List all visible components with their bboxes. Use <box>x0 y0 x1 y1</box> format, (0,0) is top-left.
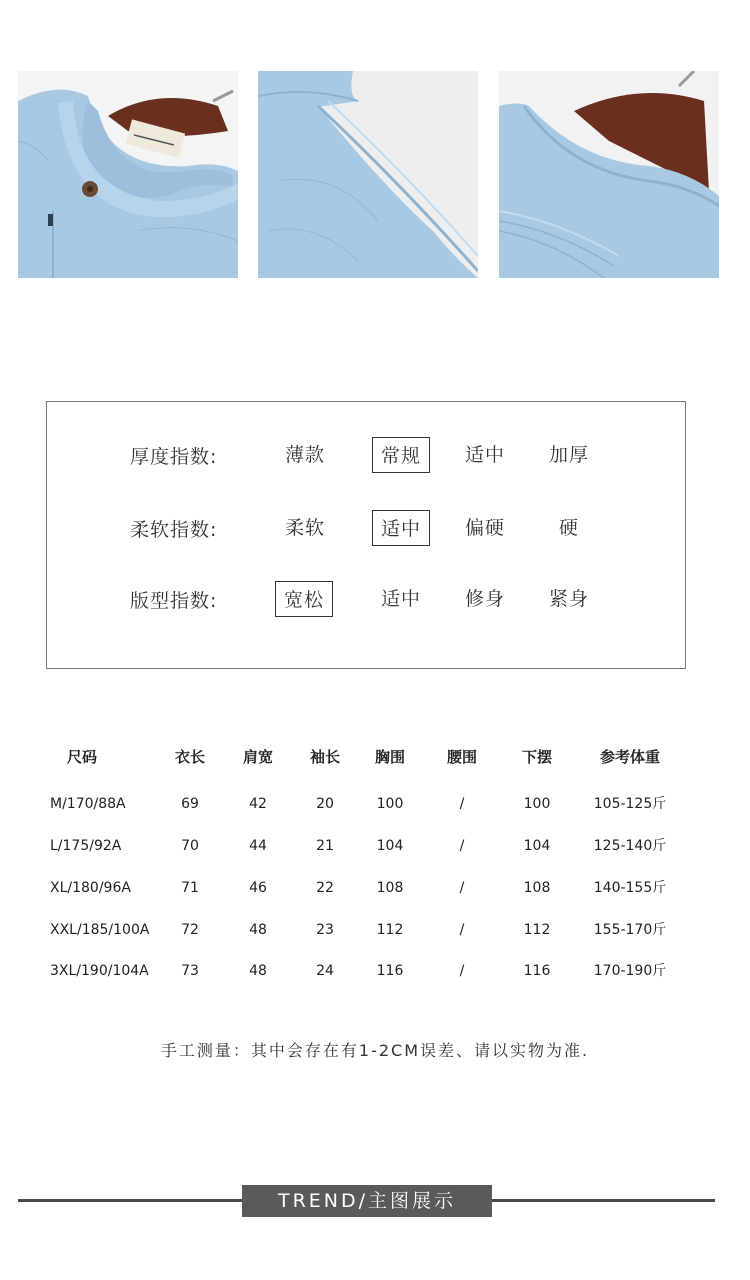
weight-cell: 155-170斤 <box>593 922 667 938</box>
size-cell: XXL/185/100A <box>50 922 150 938</box>
value-cell: / <box>459 922 465 938</box>
table-row <box>40 959 710 983</box>
value-cell: 104 <box>376 838 404 854</box>
value-cell: 104 <box>523 838 551 854</box>
header-cell: 肩宽 <box>242 748 273 766</box>
value-cell: 100 <box>376 796 404 812</box>
value-cell: 48 <box>249 922 267 938</box>
shoulder-detail-illustration <box>258 71 478 278</box>
index-option: 适中 <box>380 588 421 610</box>
header-cell: 袖长 <box>309 748 340 766</box>
weight-cell: 125-140斤 <box>593 838 667 854</box>
header-cell: 参考体重 <box>599 748 660 766</box>
header-cell: 胸围 <box>374 748 405 766</box>
photo-collar-front <box>18 71 238 278</box>
index-option-selected: 常规 <box>372 437 430 473</box>
value-cell: 46 <box>249 880 267 896</box>
index-option: 偏硬 <box>464 517 505 539</box>
header-cell: 下摆 <box>521 748 552 766</box>
value-cell: 108 <box>523 880 551 896</box>
photo-collar-back <box>499 71 719 278</box>
value-cell: 73 <box>181 963 199 979</box>
section-divider-right <box>483 1199 715 1202</box>
index-option: 薄款 <box>284 444 325 466</box>
weight-cell: 105-125斤 <box>593 796 667 812</box>
table-row <box>40 876 710 900</box>
value-cell: 72 <box>181 922 199 938</box>
value-cell: 116 <box>376 963 404 979</box>
weight-cell: 170-190斤 <box>593 963 667 979</box>
value-cell: 22 <box>316 880 334 896</box>
value-cell: 21 <box>316 838 334 854</box>
softness-index-row <box>47 507 685 547</box>
photo-shoulder-detail <box>258 71 478 278</box>
value-cell: / <box>459 838 465 854</box>
value-cell: / <box>459 963 465 979</box>
size-cell: XL/180/96A <box>50 880 131 896</box>
size-cell: M/170/88A <box>50 796 126 812</box>
value-cell: 48 <box>249 963 267 979</box>
size-cell: L/175/92A <box>50 838 122 854</box>
index-option: 适中 <box>464 444 505 466</box>
header-cell: 衣长 <box>174 748 205 766</box>
section-divider-left <box>18 1199 250 1202</box>
header-cell: 尺码 <box>67 748 98 766</box>
index-option: 硬 <box>558 517 579 539</box>
value-cell: 70 <box>181 838 199 854</box>
index-option: 柔软 <box>284 517 325 539</box>
header-cell: 腰围 <box>446 748 477 766</box>
value-cell: 71 <box>181 880 199 896</box>
value-cell: 24 <box>316 963 334 979</box>
index-option: 修身 <box>464 588 505 610</box>
index-option-selected: 宽松 <box>275 581 333 617</box>
fit-index-row <box>47 578 685 618</box>
index-option-selected: 适中 <box>372 510 430 546</box>
index-label: 柔软指数: <box>130 519 218 541</box>
thickness-index-row <box>47 434 685 474</box>
value-cell: 44 <box>249 838 267 854</box>
table-row <box>40 834 710 858</box>
value-cell: / <box>459 796 465 812</box>
value-cell: 100 <box>523 796 551 812</box>
size-table-header <box>40 745 710 769</box>
section-title: TREND/主图展示 <box>242 1185 492 1217</box>
table-row <box>40 792 710 816</box>
index-option: 紧身 <box>548 588 589 610</box>
table-row <box>40 918 710 942</box>
value-cell: / <box>459 880 465 896</box>
index-option: 加厚 <box>548 444 589 466</box>
value-cell: 108 <box>376 880 404 896</box>
value-cell: 112 <box>376 922 404 938</box>
index-label: 厚度指数: <box>130 446 218 468</box>
value-cell: 116 <box>523 963 551 979</box>
index-label: 版型指数: <box>130 590 218 612</box>
value-cell: 42 <box>249 796 267 812</box>
weight-cell: 140-155斤 <box>593 880 667 896</box>
fabric-index-box <box>46 401 686 669</box>
size-cell: 3XL/190/104A <box>50 963 149 979</box>
value-cell: 20 <box>316 796 334 812</box>
value-cell: 23 <box>316 922 334 938</box>
measurement-note: 手工测量：其中会存在有1-2CM误差、请以实物为准. <box>160 1041 590 1060</box>
collar-back-illustration <box>499 71 719 278</box>
value-cell: 112 <box>523 922 551 938</box>
collar-front-illustration <box>18 71 238 278</box>
value-cell: 69 <box>181 796 199 812</box>
